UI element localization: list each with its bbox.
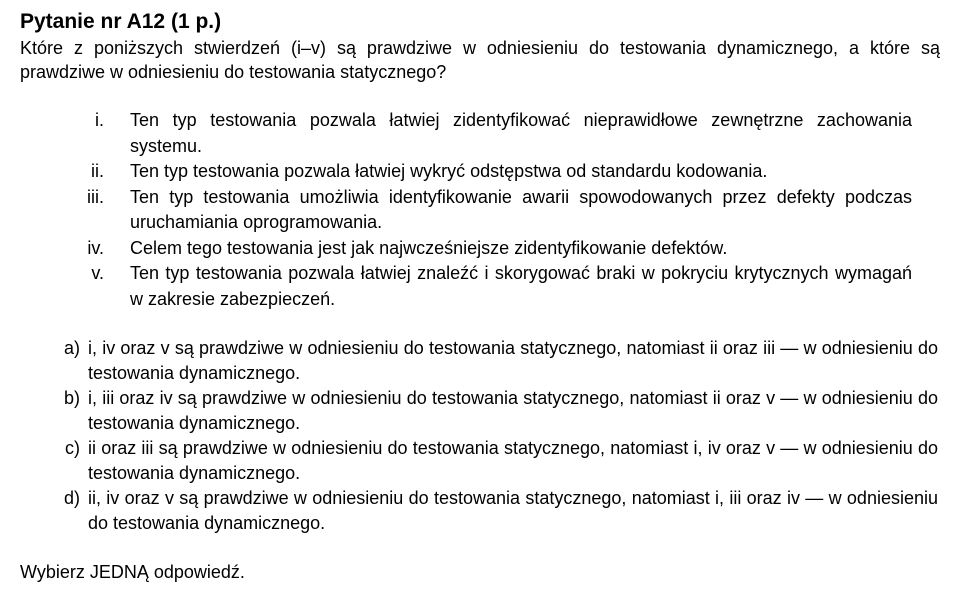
statement-number: ii. — [91, 161, 104, 181]
answer-option-c[interactable] — [20, 436, 940, 486]
statement-item — [20, 108, 940, 159]
statement-text: Celem tego testowania jest jak najwcześniejsze zidentyfikowanie defektów. — [130, 237, 728, 258]
statement-item — [20, 185, 940, 236]
statement-number: iv. — [87, 237, 104, 258]
statement-item — [20, 261, 940, 312]
answer-option-b[interactable] — [20, 386, 940, 436]
statement-text: Ten typ testowania umożliwia identyfikowanie awarii spowodowanych przez defekty podczas uruchamiania oprogramowania. — [130, 186, 912, 232]
answer-option-a[interactable] — [20, 336, 940, 386]
answer-text: ii oraz iii są prawdziwe w odniesieniu do testowania statycznego, natomiast i, iv oraz v — w odniesieniu do testowania dynamicznego. — [88, 438, 938, 483]
statement-list — [20, 108, 940, 312]
answer-text: i, iv oraz v są prawdziwe w odniesieniu do testowania statycznego, natomiast ii oraz iii — w odniesieniu do testowania dynamicznego. — [88, 338, 938, 383]
statement-text: Ten typ testowania pozwala łatwiej znaleźć i skorygować braki w pokryciu krytycznych wymagań w zakresie zabezpieczeń. — [130, 263, 912, 309]
statement-number: v. — [91, 263, 104, 283]
question-title: Pytanie nr A12 (1 p.) — [20, 10, 222, 33]
answer-letter: b) — [63, 388, 80, 408]
answer-letter: a) — [63, 338, 80, 358]
statement-item — [20, 159, 940, 185]
answer-text: ii, iv oraz v są prawdziwe w odniesieniu do testowania statycznego, natomiast i, iii oraz iv — w odniesieniu do testowania dynamicznego. — [88, 488, 938, 533]
question-text: Które z poniższych stwierdzeń (i–v) są prawdziwe w odniesieniu do testowania dynamicznego, a które są prawdziwe w odniesieniu do testowania statycznego? — [20, 38, 940, 82]
statement-item — [20, 236, 940, 262]
statement-text: Ten typ testowania pozwala łatwiej wykryć odstępstwa od standardu kodowania. — [130, 161, 768, 181]
answer-text: i, iii oraz iv są prawdziwe w odniesieniu do testowania statycznego, natomiast ii oraz v — w odniesieniu do testowania dynamicznego. — [88, 388, 938, 433]
instruction-text: Wybierz JEDNĄ odpowiedź. — [20, 562, 245, 582]
statement-text: Ten typ testowania pozwala łatwiej zidentyfikować nieprawidłowe zewnętrzne zachowania systemu. — [130, 110, 912, 156]
answer-option-d[interactable] — [20, 486, 940, 536]
statement-number: iii. — [87, 186, 104, 207]
answer-letter: c) — [65, 438, 80, 458]
answer-list — [20, 336, 940, 536]
statement-number: i. — [95, 110, 104, 130]
question-page — [20, 8, 940, 584]
answer-letter: d) — [63, 488, 80, 508]
